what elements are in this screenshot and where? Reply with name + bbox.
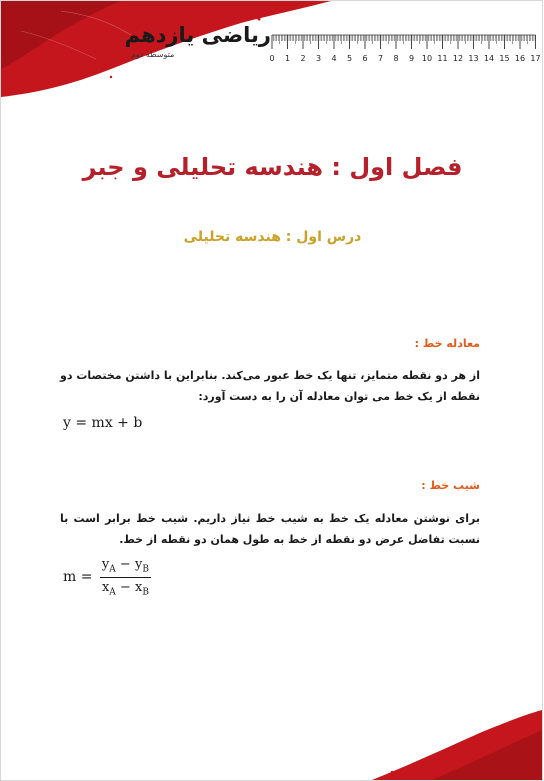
section-paragraph-line-equation: از هر دو نقطه متمایز، تنها یک خط عبور می‌کند. بنابراین با داشتن مختصات دو نقطه از یک خط می توان معادله آن را به دست آورد: — [60, 369, 480, 403]
formula-slope-fraction — [100, 557, 151, 597]
ruler-label: 13 — [468, 54, 479, 63]
ruler-label: 4 — [331, 54, 337, 63]
ruler-label: 16 — [514, 54, 526, 63]
ruler-label: 2 — [300, 54, 306, 63]
ruler-label: 10 — [421, 54, 433, 63]
formula-slope — [63, 557, 151, 597]
logo — [124, 23, 271, 69]
section-heading-line-equation: معادله خط : — [414, 337, 480, 350]
ruler-label: 11 — [437, 54, 448, 63]
logo-title: ریاضی یازدهم — [124, 23, 271, 47]
ruler-label: 6 — [362, 54, 368, 63]
chapter-title: فصل اول : هندسه تحلیلی و جبر — [82, 153, 463, 181]
ruler-label: 7 — [377, 54, 384, 63]
logo-subtitle: متوسطه دوم — [131, 50, 175, 59]
ruler-decoration — [267, 31, 541, 67]
ruler-label: 15 — [499, 54, 510, 63]
lesson-title: درس اول : هندسه تحلیلی — [183, 229, 362, 245]
section-paragraph-slope: برای نوشتن معادله یک خط به شیب خط نیاز داریم. شیب خط برابر است با نسبت تفاضل عرض دو نقطه از خط به طول همان دو نقطه از خط. — [60, 512, 480, 546]
ruler-label: 17 — [530, 54, 541, 63]
footer-brush-decoration — [372, 710, 542, 780]
formula-slope-denominator: $x_A - x_B$ — [101, 579, 149, 598]
section-heading-slope: شیب خط : — [421, 479, 480, 492]
ruler-label: 5 — [346, 54, 353, 63]
formula-slope-lhs: m = — [63, 569, 93, 586]
ruler-label: 12 — [452, 54, 464, 63]
ruler-label: 3 — [315, 54, 322, 63]
ruler-label: 1 — [284, 54, 291, 63]
ruler-label: 8 — [393, 54, 399, 63]
formula-slope-numerator: $y_A - y_B$ — [100, 557, 151, 578]
ruler-label: 9 — [408, 54, 415, 63]
ruler-label: 0 — [269, 54, 275, 63]
formula-line-equation: y = mx + b — [63, 415, 143, 431]
ruler-label: 14 — [483, 54, 495, 63]
